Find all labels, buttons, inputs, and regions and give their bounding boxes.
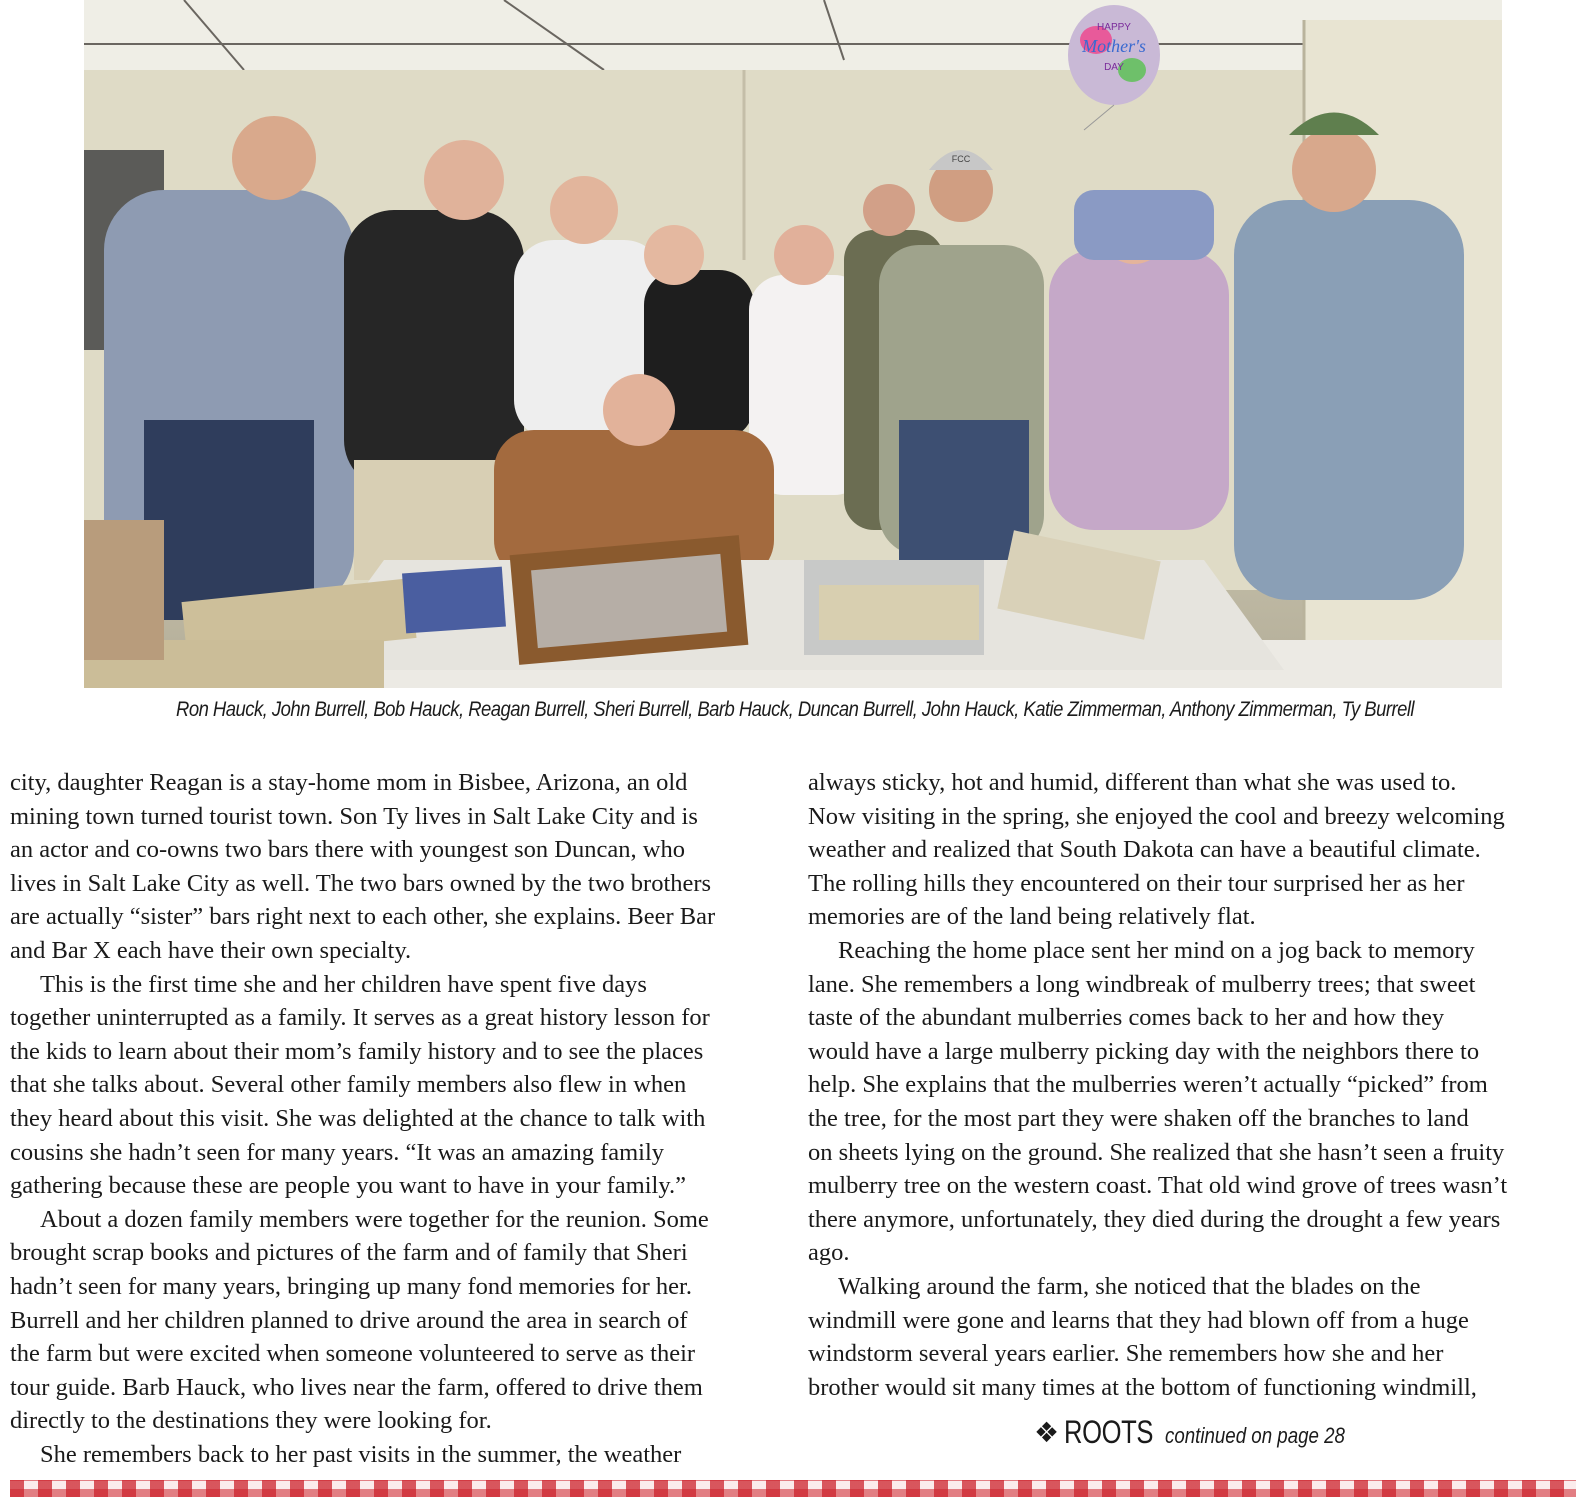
- balloon-line-2: Mother's: [1082, 36, 1146, 56]
- balloon-line-1: HAPPY: [1097, 22, 1131, 33]
- article-line: Now visiting in the spring, she enjoyed the cool and breezy welcoming: [808, 802, 1505, 830]
- article-line: on sheets lying on the ground. She realized that she hasn’t seen a fruity: [808, 1138, 1505, 1166]
- article-line: tour guide. Barb Hauck, who lives near the farm, offered to drive them: [10, 1373, 703, 1401]
- article-line: The rolling hills they encountered on their tour surprised her as her: [808, 869, 1465, 897]
- balloon-line-3: DAY: [1104, 62, 1124, 73]
- article-line: are actually “sister” bars right next to each other, she explains. Beer Bar: [10, 903, 716, 931]
- continuation-marker[interactable]: [1034, 1414, 1377, 1451]
- continuation-section-name: ROOTS: [1063, 1414, 1153, 1450]
- photo-caption: Ron Hauck, John Burrell, Bob Hauck, Reagan Burrell, Sheri Burrell, Barb Hauck, Duncan Burrell, John Hauck, Katie Zimmerman, Anthony Zimmerman, Ty Burrell: [176, 698, 1414, 721]
- article-line: She remembers back to her past visits in the summer, the weather: [40, 1440, 682, 1468]
- article-line: gathering because these are people you want to have in your family.”: [10, 1172, 686, 1200]
- article-line: always sticky, hot and humid, different than what she was used to.: [808, 769, 1457, 796]
- article-line: the kids to learn about their mom’s family history and to see the places: [10, 1037, 704, 1065]
- article-line: that she talks about. Several other family members also flew in when: [10, 1071, 687, 1099]
- article-line: an actor and co-owns two bars there with youngest son Duncan, who: [10, 836, 685, 864]
- continuation-page-text: continued on page 28: [1165, 1423, 1346, 1448]
- article-line: there anymore, unfortunately, they died during the drought a few years: [808, 1205, 1501, 1233]
- article-right-column: [808, 766, 1568, 1404]
- article-line: Walking around the farm, she noticed that the blades on the: [838, 1272, 1421, 1300]
- article-line: windstorm several years earlier. She remembers how she and her: [808, 1340, 1444, 1368]
- article-line: mulberry tree on the western coast. That old wind grove of trees wasn’t: [808, 1172, 1508, 1200]
- article-line: would have a large mulberry picking day with the neighbors there to: [808, 1037, 1480, 1065]
- article-line: the farm but were excited when someone volunteered to serve as their: [10, 1340, 696, 1368]
- article-line: This is the first time she and her children have spent five days: [40, 970, 647, 998]
- article-line: the tree, for the most part they were shaken off the branches to land: [808, 1104, 1469, 1132]
- diamond-ornament-icon: ❖: [1034, 1417, 1060, 1448]
- article-line: and Bar X each have their own specialty.: [10, 936, 412, 964]
- article-line: they heard about this visit. She was delighted at the chance to talk with: [10, 1104, 706, 1132]
- article-line: mining town turned tourist town. Son Ty lives in Salt Lake City and is: [10, 802, 698, 830]
- article-line: hadn’t seen for many years, bringing up many fond memories for her.: [10, 1272, 692, 1300]
- article-line: cousins she hadn’t seen for many years. “It was an amazing family: [10, 1138, 665, 1166]
- article-line: ago.: [808, 1239, 850, 1267]
- article-line: Reaching the home place sent her mind on a jog back to memory: [838, 936, 1475, 964]
- article-line: Burrell and her children planned to drive around the area in search of: [10, 1306, 688, 1334]
- article-line: windmill were gone and learns that they had blown off from a huge: [808, 1306, 1469, 1334]
- group-photo: [84, 0, 1502, 688]
- article-line: About a dozen family members were together for the reunion. Some: [40, 1205, 709, 1233]
- article-line: taste of the abundant mulberries comes back to her and how they: [808, 1004, 1445, 1032]
- article-line: help. She explains that the mulberries weren’t actually “picked” from: [808, 1071, 1488, 1099]
- article-line: directly to the destinations they were looking for.: [10, 1407, 492, 1435]
- article-line: weather and realized that South Dakota can have a beautiful climate.: [808, 836, 1481, 864]
- article-line: lives in Salt Lake City as well. The two bars owned by the two brothers: [10, 869, 712, 897]
- cap-logo-text: FCC: [951, 154, 971, 164]
- article-line: brother would sit many times at the bottom of functioning windmill,: [808, 1373, 1477, 1401]
- group-photo-illustration: [84, 0, 1502, 688]
- article-line: lane. She remembers a long windbreak of mulberry trees; that sweet: [808, 970, 1476, 998]
- article-line: city, daughter Reagan is a stay-home mom in Bisbee, Arizona, an old: [10, 769, 688, 796]
- gingham-border-strip: [10, 1480, 1576, 1497]
- article-left-column: [10, 766, 770, 1471]
- article-line: brought scrap books and pictures of the farm and of family that Sheri: [10, 1239, 688, 1267]
- article-line: together uninterrupted as a family. It serves as a great history lesson for: [10, 1004, 710, 1032]
- article-line: memories are of the land being relatively flat.: [808, 903, 1256, 931]
